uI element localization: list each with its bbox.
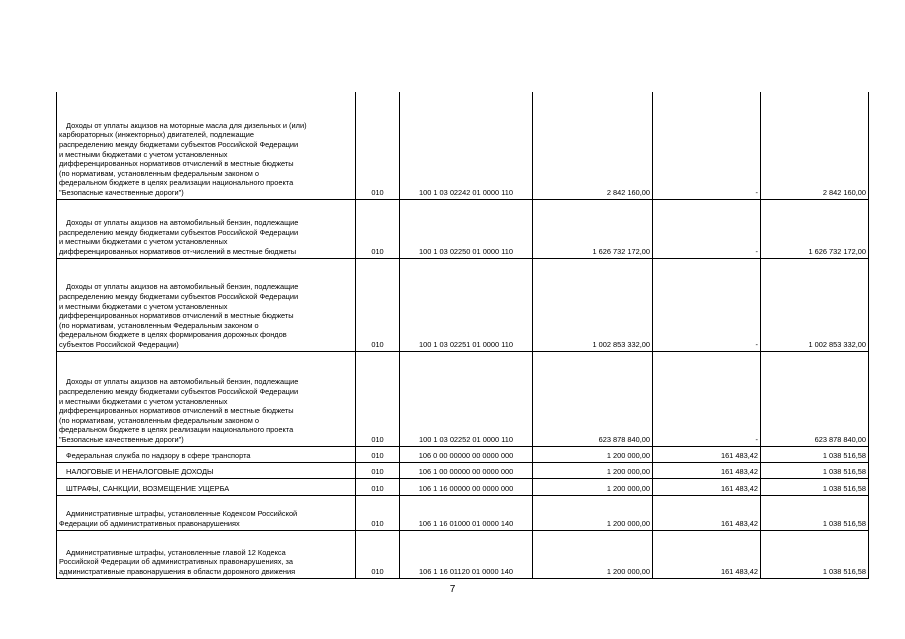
table-row <box>57 478 869 495</box>
table-row <box>57 446 869 462</box>
row-unexecuted: 1 038 516,58 <box>761 462 869 478</box>
table-row <box>57 258 869 351</box>
row-name-cell <box>57 478 356 495</box>
row-approved: 1 626 732 172,00 <box>533 199 653 258</box>
row-name-cell <box>57 530 356 578</box>
row-executed: - <box>653 258 761 351</box>
row-executed: 161 483,42 <box>653 478 761 495</box>
row-income-code: 106 1 16 01000 01 0000 140 <box>400 495 533 530</box>
row-line-code: 010 <box>356 199 400 258</box>
row-approved: 1 200 000,00 <box>533 478 653 495</box>
row-name-cell <box>57 92 356 199</box>
row-name: Доходы от уплаты акцизов на автомобильный бензин, подлежащие распределению между бюджетами субъектов Российской Федерации и местными бюджетами с учетом установленных дифференцированных нормативов отчислений в местные бюджеты (по нормативам, установленным федеральным законом о федеральном бюджете в целях реализации национального проекта "Безопасные качественные дороги") <box>59 377 299 444</box>
row-name: Доходы от уплаты акцизов на моторные масла для дизельных и (или) карбюраторных (инжекторных) двигателей, подлежащие распределению между бюджетами субъектов Российской Федерации и местными бюджетами с учетом установленных дифференцированных нормативов отчислений в местные бюджеты (по нормативам, установленным федеральным законом о федеральном бюджете в целях реализации национального проекта "Безопасные качественные дороги") <box>59 120 307 197</box>
table-row <box>57 462 869 478</box>
row-income-code: 100 1 03 02252 01 0000 110 <box>400 351 533 446</box>
row-approved: 1 002 853 332,00 <box>533 258 653 351</box>
row-name: Доходы от уплаты акцизов на автомобильный бензин, подлежащие распределению между бюджетами субъектов Российской Федерации и местными бюджетами с учетом установленных дифференцированных нормативов от-числений в местные бюджеты <box>59 218 299 256</box>
row-approved: 1 200 000,00 <box>533 462 653 478</box>
row-unexecuted: 1 038 516,58 <box>761 495 869 530</box>
row-executed: 161 483,42 <box>653 462 761 478</box>
table-row <box>57 530 869 578</box>
row-name: Административные штрафы, установленные Кодексом Российской Федерации об административных правонарушениях <box>59 509 298 528</box>
row-line-code: 010 <box>356 495 400 530</box>
row-approved: 2 842 160,00 <box>533 92 653 199</box>
row-name-cell <box>57 351 356 446</box>
table-row <box>57 351 869 446</box>
row-executed: 161 483,42 <box>653 446 761 462</box>
row-approved: 1 200 000,00 <box>533 530 653 578</box>
row-income-code: 106 1 16 01120 01 0000 140 <box>400 530 533 578</box>
row-line-code: 010 <box>356 530 400 578</box>
row-unexecuted: 1 038 516,58 <box>761 446 869 462</box>
row-name-cell <box>57 199 356 258</box>
row-line-code: 010 <box>356 478 400 495</box>
row-unexecuted: 1 038 516,58 <box>761 530 869 578</box>
row-name-cell <box>57 462 356 478</box>
row-executed: 161 483,42 <box>653 530 761 578</box>
row-name: Доходы от уплаты акцизов на автомобильный бензин, подлежащие распределению между бюджетами субъектов Российской Федерации и местными бюджетами с учетом установленных дифференцированных нормативов отчислений в местные бюджеты (по нормативам, установленным Федеральным законом о федеральном бюджете в целях формирования дорожных фондов субъектов Российской Федерации) <box>59 282 299 349</box>
row-income-code: 100 1 03 02251 01 0000 110 <box>400 258 533 351</box>
row-line-code: 010 <box>356 351 400 446</box>
row-unexecuted: 1 038 516,58 <box>761 478 869 495</box>
table-body <box>57 92 869 578</box>
row-approved: 1 200 000,00 <box>533 495 653 530</box>
row-income-code: 100 1 03 02250 01 0000 110 <box>400 199 533 258</box>
row-line-code: 010 <box>356 258 400 351</box>
row-name-cell <box>57 446 356 462</box>
row-income-code: 106 1 16 00000 00 0000 000 <box>400 478 533 495</box>
table-row <box>57 199 869 258</box>
row-line-code: 010 <box>356 446 400 462</box>
row-name: ШТРАФЫ, САНКЦИИ, ВОЗМЕЩЕНИЕ УЩЕРБА <box>66 483 230 493</box>
row-line-code: 010 <box>356 92 400 199</box>
row-name-cell <box>57 258 356 351</box>
row-income-code: 106 1 00 00000 00 0000 000 <box>400 462 533 478</box>
row-unexecuted: 1 626 732 172,00 <box>761 199 869 258</box>
row-unexecuted: 2 842 160,00 <box>761 92 869 199</box>
page-number: 7 <box>449 584 456 595</box>
row-executed: - <box>653 199 761 258</box>
row-name: Административные штрафы, установленные главой 12 Кодекса Российской Федерации об административных правонарушениях, за административные правонарушения в области дорожного движения <box>59 547 296 576</box>
table-row <box>57 92 869 199</box>
row-executed: - <box>653 351 761 446</box>
row-unexecuted: 623 878 840,00 <box>761 351 869 446</box>
row-line-code: 010 <box>356 462 400 478</box>
row-executed: 161 483,42 <box>653 495 761 530</box>
budget-revenue-table <box>56 92 869 579</box>
row-approved: 623 878 840,00 <box>533 351 653 446</box>
row-name: НАЛОГОВЫЕ И НЕНАЛОГОВЫЕ ДОХОДЫ <box>66 466 214 476</box>
row-income-code: 106 0 00 00000 00 0000 000 <box>400 446 533 462</box>
row-unexecuted: 1 002 853 332,00 <box>761 258 869 351</box>
row-name: Федеральная служба по надзору в сфере транспорта <box>66 450 251 460</box>
row-name-cell <box>57 495 356 530</box>
row-executed: - <box>653 92 761 199</box>
row-approved: 1 200 000,00 <box>533 446 653 462</box>
row-income-code: 100 1 03 02242 01 0000 110 <box>400 92 533 199</box>
table-row <box>57 495 869 530</box>
